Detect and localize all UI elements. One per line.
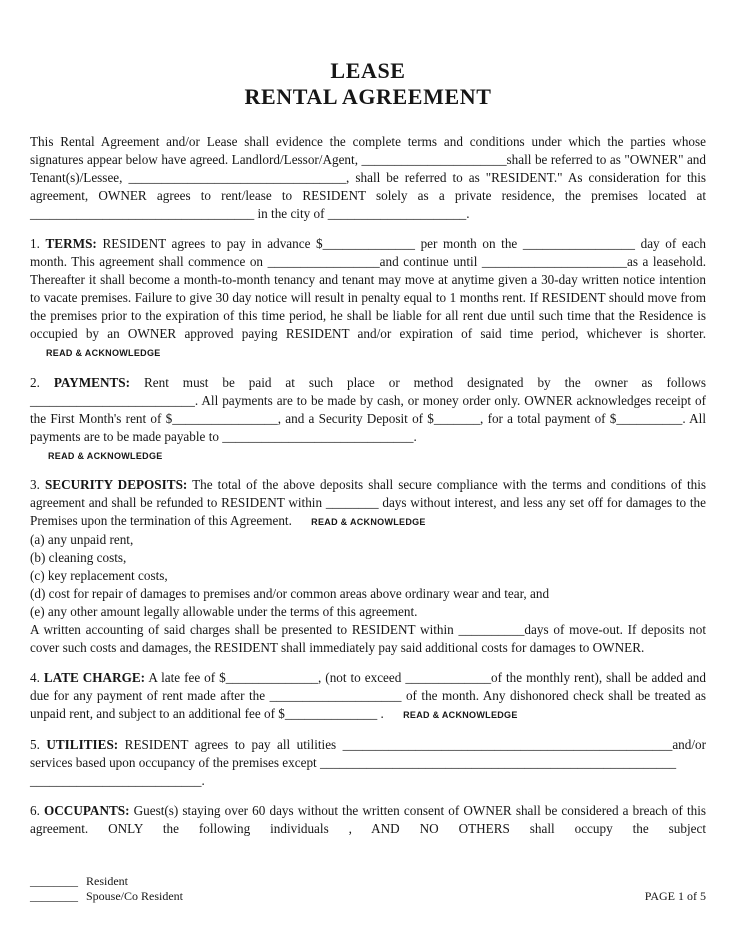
section-6-body: Guest(s) staying over 60 days without the written consent of OWNER shall be considered a breach of this agreement. ONLY the following individuals , AND NO OTHERS shall occupy the subject bbox=[30, 803, 707, 836]
deposit-list-item-b: (b) cleaning costs, bbox=[30, 550, 127, 565]
section-5-paragraph bbox=[30, 736, 706, 772]
section-4-read-acknowledge: READ & ACKNOWLEDGE bbox=[403, 710, 518, 720]
section-5-blank-line: __________________________. bbox=[30, 773, 205, 788]
section-3-read-acknowledge: READ & ACKNOWLEDGE bbox=[311, 517, 426, 527]
section-5-body: RESIDENT agrees to pay all utilities __________________________________________________and/or services based upon occupancy of the premises except ______________________________________________________ bbox=[30, 737, 707, 770]
intro-paragraph: This Rental Agreement and/or Lease shall evidence the complete terms and conditions under which the parties whose signatures appear below have agreed. Landlord/Lessor/Agent, ______________________shall be referred to as "OWNER" and Tenant(s)/Lessee, _________________________________, shall be referred to as "RESIDENT." As consideration for this agreement, OWNER agrees to rent/lease to RESIDENT solely as a private residence, the premises located at __________________________________ in the city of _____________________. bbox=[30, 134, 706, 221]
section-2-body: Rent must be paid at such place or method designated by the owner as follows _________________________. All payments are to be made by cash, or money order only. OWNER acknowledges receipt of the First Month's rent of $________________, and a Security Deposit of $_______, for a total payment of $__________. All payments are to be made payable to _____________________________. bbox=[30, 375, 707, 444]
section-3-number: 3. bbox=[30, 477, 40, 492]
deposit-list-item-a: (a) any unpaid rent, bbox=[30, 532, 134, 547]
deposit-list-item-d: (d) cost for repair of damages to premises and/or common areas above ordinary wear and tear, and bbox=[30, 586, 550, 601]
section-3-paragraph bbox=[30, 476, 706, 531]
spouse-signature-blank: ________ bbox=[30, 889, 78, 903]
title-line-1: LEASE bbox=[330, 58, 406, 83]
section-6-heading: OCCUPANTS: bbox=[44, 803, 130, 818]
section-4-heading: LATE CHARGE: bbox=[43, 670, 146, 685]
section-1-read-acknowledge: READ & ACKNOWLEDGE bbox=[46, 348, 161, 358]
page-footer bbox=[30, 874, 706, 904]
section-1-number: 1. bbox=[30, 236, 40, 251]
section-4-number: 4. bbox=[30, 670, 40, 685]
section-1-terms bbox=[30, 235, 706, 362]
section-5-heading: UTILITIES: bbox=[46, 737, 119, 752]
spouse-signature-label: Spouse/Co Resident bbox=[86, 889, 184, 903]
document-title bbox=[30, 58, 706, 110]
section-3-body: The total of the above deposits shall secure compliance with the terms and conditions of this agreement and shall be refunded to RESIDENT within ________ days without interest, and less any set off for damages to the Premises upon the termination of this Agreement. bbox=[30, 477, 706, 528]
section-2-read-acknowledge: READ & ACKNOWLEDGE bbox=[48, 451, 163, 461]
section-3-heading: SECURITY DEPOSITS: bbox=[44, 477, 188, 492]
title-line-2: RENTAL AGREEMENT bbox=[244, 84, 492, 109]
section-2-paragraph bbox=[30, 374, 706, 446]
section-2-payments bbox=[30, 374, 706, 464]
section-5-number: 5. bbox=[30, 737, 40, 752]
section-2-number: 2. bbox=[30, 375, 40, 390]
section-4-body: A late fee of $______________, (not to exceed _____________of the monthly rent), shall be added and due for any payment of rent made after the ____________________ of the month. Any dishonored check shall be treated as unpaid rent, and subject to an additional fee of $______________ . bbox=[30, 670, 706, 721]
section-2-heading: PAYMENTS: bbox=[53, 375, 131, 390]
deposit-list-item-c: (c) key replacement costs, bbox=[30, 568, 168, 583]
section-6-occupants bbox=[30, 802, 706, 838]
section-3-security-deposits bbox=[30, 476, 706, 657]
section-4-late-charge bbox=[30, 669, 706, 724]
section-5-utilities bbox=[30, 736, 706, 790]
section-6-number: 6. bbox=[30, 803, 40, 818]
section-3-closing-paragraph: A written accounting of said charges shall be presented to RESIDENT within __________days of move-out. If deposits not cover such costs and damages, the RESIDENT shall immediately pay said additional costs for damages to OWNER. bbox=[30, 622, 706, 655]
resident-signature-label: Resident bbox=[86, 874, 128, 888]
section-1-heading: TERMS: bbox=[45, 236, 97, 251]
resident-signature-row bbox=[30, 874, 706, 889]
spouse-signature-row bbox=[30, 889, 706, 904]
deposit-list-item-e: (e) any other amount legally allowable under the terms of this agreement. bbox=[30, 604, 418, 619]
resident-signature-blank: ________ bbox=[30, 874, 78, 888]
section-1-body: RESIDENT agrees to pay in advance $______________ per month on the _________________ day of each month. This agreement shall commence on _________________and continue until ______________________as a leasehold. Thereafter it shall become a month-to-month tenancy and tenant may move at anytime given a 30-day written notice intention to vacate premises. Failure to give 30 day notice will result in penalty equal to 1 months rent. If RESIDENT should move from the premises prior to the expiration of this time period, he shall be liable for all rent due until such time that the Residence is occupied by an OWNER approved paying RESIDENT and/or expiration of said time period, whichever is shorter. bbox=[30, 236, 707, 341]
section-2-ack-row bbox=[30, 447, 706, 464]
page-number: PAGE 1 of 5 bbox=[644, 889, 706, 903]
